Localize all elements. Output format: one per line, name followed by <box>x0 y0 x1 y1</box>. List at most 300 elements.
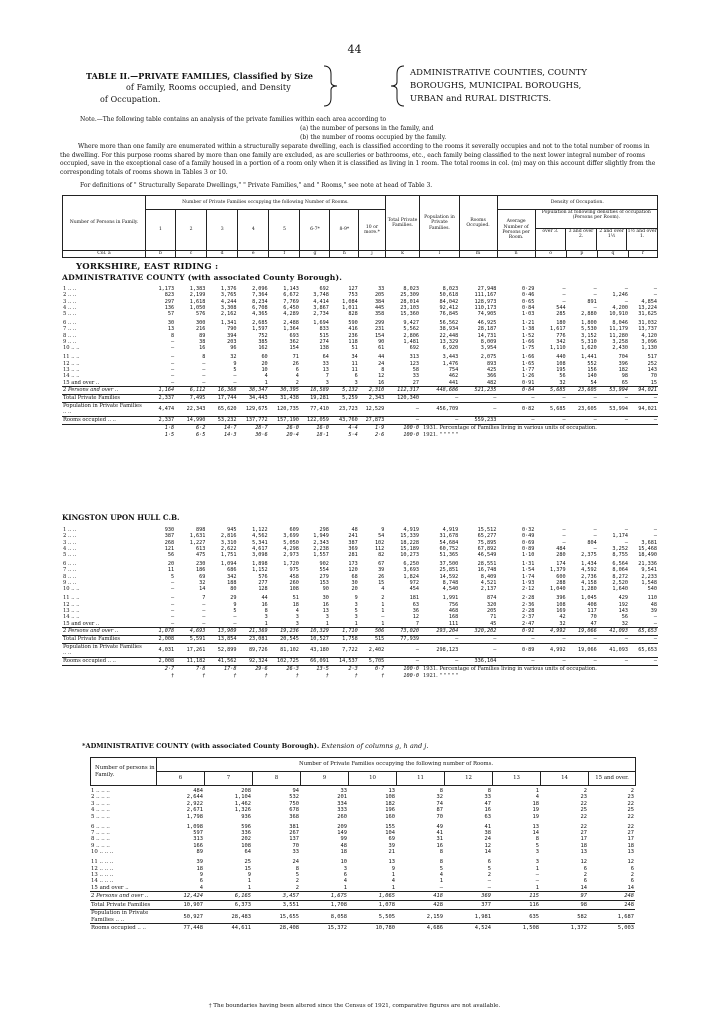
table-cell: 4,919 <box>403 527 419 533</box>
table-cell: 30 <box>322 595 329 602</box>
table-cell: 342 <box>227 573 237 580</box>
table-cell: 108 <box>556 360 566 367</box>
table-cell: — <box>562 539 566 546</box>
table-cell: 108 <box>241 842 251 849</box>
area-title-line-3: URBAN and RURAL DISTRICTS. <box>410 94 552 104</box>
summary-cell: 456,709 <box>420 402 459 416</box>
percentage-cell: 30·6 <box>255 431 268 438</box>
header-dens-3: 2 and over 1½ <box>597 229 628 250</box>
table-cell: 2 <box>295 878 299 885</box>
col-letter: k <box>385 251 420 258</box>
summary-cell: 89,726 <box>238 643 269 657</box>
table-cell: 4 <box>439 872 443 879</box>
summary-cell: 65,653 <box>629 627 658 635</box>
summary-cell: 10,780 <box>348 924 396 933</box>
table-cell: 4,617 <box>252 545 268 552</box>
table-cell: 33 <box>412 373 419 380</box>
summary-cell: 50,927 <box>156 910 204 924</box>
table-cell: 754 <box>448 366 459 373</box>
blank-cell <box>62 665 145 672</box>
table-cell: 127 <box>348 286 358 292</box>
table-cell: 11,179 <box>609 326 628 333</box>
table-cell: — <box>593 286 597 292</box>
table-cell: 5 <box>535 842 539 849</box>
table-cell: 216 <box>195 326 206 333</box>
table-cell: 99 <box>340 836 347 843</box>
table-cell: 5 <box>439 865 443 872</box>
summary-cell: 120,340 <box>385 394 420 402</box>
summary-cell: — <box>598 657 629 665</box>
percentage-cell: † <box>233 672 237 679</box>
table-cell: 6,708 <box>252 304 268 311</box>
percentage-cell: 2·6 <box>374 431 385 438</box>
table-cell: 1,481 <box>403 339 419 346</box>
percentage-cell: 2·7 <box>145 665 175 672</box>
table-cell: 2,488 <box>283 320 299 327</box>
table-cell: 1,617 <box>549 326 566 333</box>
table-cell: 6 <box>295 366 299 373</box>
table-cell: 4,200 <box>612 304 628 311</box>
summary-label: Rooms occupied .. .. <box>62 657 145 665</box>
table-cell: 11 <box>351 360 358 367</box>
table-cell: 2·36 <box>521 601 535 608</box>
table-cell: 4,540 <box>442 586 459 593</box>
table-cell: 975 <box>289 567 299 574</box>
table-cell: — <box>653 292 657 299</box>
summary-cell: 0·84 <box>497 386 535 394</box>
table-cell: 4,592 <box>581 567 597 574</box>
table-cell: 111,167 <box>474 292 497 299</box>
table-cell: 54,684 <box>439 539 459 546</box>
ext-header-group: Number of Private Families occupying the following number of Rooms. <box>157 758 636 772</box>
table-cell: 596 <box>241 823 251 830</box>
table-cell: 1,434 <box>581 561 597 568</box>
table-cell: 128 <box>258 586 268 593</box>
table-cell: 692 <box>409 345 419 352</box>
table-cell: 71 <box>490 614 497 621</box>
summary-label: Rooms occupied .. .. <box>62 416 145 424</box>
note-b: (b) the number of rooms occupied by the family. <box>300 134 447 141</box>
row-label: 11 .. .. <box>63 354 80 361</box>
table-cell: 3,310 <box>220 539 237 546</box>
summary-cell: 1,065 <box>348 892 396 901</box>
table-cell: 458 <box>289 573 299 580</box>
table-cell: 416 <box>348 326 358 333</box>
summary-cell: 16,368 <box>206 386 237 394</box>
table-cell: 15,189 <box>400 545 419 552</box>
summary-cell: 30,395 <box>269 386 300 394</box>
table-cell: 753 <box>348 292 358 299</box>
summary-cell: 17,744 <box>206 394 237 402</box>
table-cell: 7 <box>202 595 206 602</box>
table-cell: 174 <box>556 561 566 568</box>
table-cell: 3 <box>535 849 539 856</box>
table-cell: 180 <box>556 320 566 327</box>
table-cell: 49 <box>436 823 443 830</box>
summary-cell: 7,722 <box>330 643 359 657</box>
table-cell: 15 <box>650 379 657 386</box>
percentage-cell: 100·0 <box>403 431 419 438</box>
table-cell: 1·10 <box>521 552 535 559</box>
ext-header-room: 8 <box>253 772 301 786</box>
table-cell: 1,824 <box>403 573 419 580</box>
summary-cell: 23,605 <box>567 386 598 394</box>
summary-cell: 13,909 <box>206 627 237 635</box>
table-cell: 112 <box>374 545 385 552</box>
table-cell: — <box>593 304 597 311</box>
table-cell: 1 <box>535 865 539 872</box>
header-total: Total Private Families. <box>385 196 420 251</box>
table-cell: 2·47 <box>521 620 535 627</box>
table-cell: — <box>624 286 628 292</box>
table-cell: 576 <box>195 311 206 318</box>
table-cell: 2,685 <box>252 320 268 327</box>
table-cell: 1,597 <box>252 326 268 333</box>
table-cell: 3 <box>264 614 268 621</box>
summary-cell: 97 <box>540 892 588 901</box>
table-cell: 39 <box>378 567 385 574</box>
table-cell: 33 <box>340 788 347 794</box>
summary-cell: 1,078 <box>348 901 396 910</box>
table-cell: 1,050 <box>189 304 206 311</box>
summary-cell: 41,562 <box>206 657 237 665</box>
table-cell: 15,512 <box>477 527 497 533</box>
table-cell: 67 <box>378 561 385 568</box>
table-cell: 1·77 <box>521 366 535 373</box>
table-cell: 1,341 <box>220 320 237 327</box>
percentage-cell: 4·4 <box>330 424 359 431</box>
summary-label: 2 Persons and over .. <box>90 892 156 901</box>
table-cell: 4,244 <box>220 298 237 305</box>
table-cell: 8,009 <box>480 339 497 346</box>
table-cell: 1 <box>439 878 443 885</box>
table-cell: 1,383 <box>189 286 206 292</box>
blank-cell <box>62 424 145 431</box>
table-cell: — <box>653 527 657 533</box>
table-cell: 154 <box>374 332 385 339</box>
header-density-title: Density of Occupation. <box>550 199 604 205</box>
summary-cell: 506 <box>359 627 386 635</box>
percentage-cell: † <box>264 672 268 679</box>
table-cell: 475 <box>195 552 206 559</box>
row-label: 9 .. .. <box>63 580 77 587</box>
table-cell: 22,448 <box>439 332 459 339</box>
table-cell: 54 <box>590 379 597 386</box>
row-label: 15 and over .. <box>63 379 100 386</box>
row-label: 3 .. .. .. <box>91 800 110 807</box>
table-cell: 60,752 <box>439 545 459 552</box>
table-cell: 9 <box>233 360 237 367</box>
table-cell: 891 <box>587 298 597 305</box>
table-cell: 32 <box>436 794 443 801</box>
table-cell: — <box>562 292 566 299</box>
table-cell: 168 <box>448 614 459 621</box>
row-label: 2 .. .. <box>63 292 77 299</box>
col-letter: j <box>359 251 386 258</box>
table-cell: 28,187 <box>477 326 497 333</box>
table-cell: 56 <box>167 552 175 559</box>
table-cell: 1,376 <box>220 286 237 292</box>
summary-cell: 53,994 <box>598 402 629 416</box>
col-letter: q <box>597 251 628 258</box>
table-cell: 195 <box>556 366 566 373</box>
table-cell: — <box>593 292 597 299</box>
table-cell: 1,640 <box>612 586 628 593</box>
table-cell: 70 <box>436 813 443 820</box>
summary-cell: 23,081 <box>238 635 269 643</box>
summary-cell: 3,551 <box>252 901 300 910</box>
table-cell: 3 <box>295 614 299 621</box>
table-cell: 4 <box>391 878 395 885</box>
table-cell: 333 <box>337 807 347 814</box>
table-cell: 9 <box>354 595 358 602</box>
table-cell: 17 <box>580 836 587 843</box>
table-cell: 20 <box>167 561 175 568</box>
percentage-cell: 1·9 <box>359 424 386 431</box>
row-label: 5 .. .. <box>63 311 77 318</box>
summary-cell: 559,233 <box>459 416 497 424</box>
table-cell: 51,365 <box>439 552 459 559</box>
table-cell: 48 <box>650 601 657 608</box>
summary-cell: 13,854 <box>206 635 237 643</box>
table-cell: 4,414 <box>313 298 329 305</box>
summary-cell: 10,907 <box>156 901 204 910</box>
table-cell: 14 <box>484 849 491 856</box>
table-row <box>62 352 658 361</box>
table-cell: 20 <box>261 360 268 367</box>
table-cell: 5,562 <box>403 326 419 333</box>
col-letter: g <box>300 251 330 258</box>
table-cell: — <box>202 379 206 386</box>
table-cell: 5,310 <box>581 339 597 346</box>
table-cell: 156 <box>587 366 597 373</box>
table-cell: 153 <box>319 580 329 587</box>
row-label: 4 .. .. .. <box>91 807 110 814</box>
table-cell: 46,925 <box>477 320 497 327</box>
table-cell: 6,672 <box>283 292 299 299</box>
summary-cell: 418 <box>396 892 444 901</box>
table-cell: 1·74 <box>521 573 535 580</box>
table-cell: — <box>171 607 175 614</box>
table-cell: 902 <box>319 561 329 568</box>
row-label: 1 .. .. .. <box>91 788 110 794</box>
table-cell: 613 <box>195 545 206 552</box>
table-cell: 2,375 <box>581 552 597 559</box>
percentage-cell: 100·0 <box>385 424 420 431</box>
area-title <box>410 67 670 106</box>
table-cell: 1,104 <box>234 794 251 801</box>
row-label: 2 .. .. .. <box>91 794 110 801</box>
table-cell: 27 <box>627 830 634 837</box>
summary-cell: 1,981 <box>444 910 492 924</box>
table-cell: 425 <box>486 366 497 373</box>
table-cell: 2 <box>487 872 491 879</box>
table-cell: 36 <box>412 607 419 614</box>
summary-cell: — <box>420 635 459 643</box>
table-cell: 61 <box>378 345 385 352</box>
table-cell: 3,765 <box>220 292 237 299</box>
percentage-cell: 13·5 <box>300 665 330 672</box>
table-cell: 384 <box>374 298 385 305</box>
table-cell: 2,137 <box>480 586 497 593</box>
header-room-1: 1 <box>146 210 176 251</box>
table-cell: 1,898 <box>252 561 268 568</box>
table-cell: 600 <box>556 573 566 580</box>
table-cell: — <box>171 620 175 627</box>
summary-cell: 4,693 <box>175 627 206 635</box>
table-cell: 22 <box>627 813 634 820</box>
extension-header <box>90 757 636 786</box>
table-cell: 37,500 <box>439 561 459 568</box>
table-cell: 1·93 <box>521 580 535 587</box>
table-cell: 0·69 <box>521 539 535 546</box>
percentage-cell: 14·3 <box>224 431 237 438</box>
summary-cell: 1,372 <box>540 924 588 933</box>
table-cell: 58 <box>412 366 419 373</box>
table-cell: 320 <box>486 601 497 608</box>
table-cell: 756 <box>448 601 459 608</box>
ext-header-room: 10 <box>349 772 397 786</box>
percentage-row <box>62 424 658 431</box>
table-cell: 9 <box>199 872 203 879</box>
row-label: 2 .. .. <box>63 533 77 540</box>
row-label: 4 .. .. <box>63 304 77 311</box>
table-cell: 3,152 <box>581 332 597 339</box>
table-cell: 358 <box>374 311 385 318</box>
table-cell: 3 <box>535 859 539 866</box>
summary-cell: 7,495 <box>175 394 206 402</box>
table-cell: 2,922 <box>186 800 203 807</box>
table-cell: 554 <box>319 567 329 574</box>
table-cell: — <box>202 620 206 627</box>
summary-cell: 77,410 <box>300 402 330 416</box>
table-cell: 32 <box>559 620 566 627</box>
table-cell: 3,693 <box>403 567 419 574</box>
table-cell: 4 <box>381 586 385 593</box>
table-cell: — <box>171 354 175 361</box>
summary-row <box>62 394 658 402</box>
table-cell: 162 <box>258 345 268 352</box>
table-cell: 24 <box>378 360 385 367</box>
summary-cell: 582 <box>540 910 588 924</box>
table-cell: 89 <box>196 849 203 856</box>
table-cell: 38 <box>484 830 491 837</box>
summary-cell: 122,059 <box>300 416 330 424</box>
table-cell: — <box>233 614 237 621</box>
table-cell: 15 <box>378 580 385 587</box>
table-cell: 517 <box>647 354 657 361</box>
table-cell: 63 <box>484 813 491 820</box>
percentage-cell: 20·4 <box>286 431 299 438</box>
table-cell: 6,564 <box>612 561 628 568</box>
table-cell: 8 <box>295 865 299 872</box>
percentage-cell: † <box>202 672 206 679</box>
table-cell: 1,084 <box>342 298 358 305</box>
table-cell: 29 <box>230 595 237 602</box>
row-label: 7 .. .. .. <box>91 830 110 837</box>
table-cell: 1,618 <box>189 298 206 305</box>
table-cell: 96 <box>230 345 237 352</box>
table-cell: 149 <box>337 830 347 837</box>
table-cell: 10,273 <box>400 552 419 559</box>
row-label: 3 .. .. <box>63 298 77 305</box>
table-cell: 0·65 <box>521 298 535 305</box>
summary-cell: 298,123 <box>420 643 459 657</box>
table-cell: 65 <box>621 379 628 386</box>
summary-cell: 5,591 <box>175 635 206 643</box>
row-label: 1 .. .. <box>63 527 77 533</box>
summary-cell: — <box>567 416 598 424</box>
table-row <box>62 380 658 387</box>
table-cell: 1,174 <box>612 533 628 540</box>
table-cell: 260 <box>337 813 347 820</box>
table-cell: — <box>233 620 237 627</box>
summary-cell: 0·91 <box>497 627 535 635</box>
row-label: 13 .. .. <box>63 366 80 373</box>
summary-cell: 14,537 <box>330 657 359 665</box>
table-cell: 70 <box>650 373 657 380</box>
table-cell: 9,427 <box>403 320 419 327</box>
ext-header-room: 14 <box>541 772 589 786</box>
table-cell: 2,162 <box>220 311 237 318</box>
table-cell: 1·54 <box>521 567 535 574</box>
table-cell: 3,096 <box>641 339 657 346</box>
summary-cell: 6,112 <box>175 386 206 394</box>
table-cell: 2,238 <box>313 545 329 552</box>
summary-cell: 515 <box>359 635 386 643</box>
ext-header-room: 12 <box>445 772 493 786</box>
percentage-row <box>62 672 658 679</box>
row-label: 9 .. .. <box>63 339 77 346</box>
area-title-line-1: ADMINISTRATIVE COUNTIES, COUNTY <box>410 68 588 78</box>
table-cell: 0·49 <box>521 533 535 540</box>
table-cell: 1 <box>381 607 385 614</box>
summary-cell: 22,343 <box>175 402 206 416</box>
col-letter: Col. a <box>63 251 146 258</box>
table-cell: 123 <box>409 360 419 367</box>
table-cell: 532 <box>289 794 299 801</box>
summary-cell: — <box>598 635 629 643</box>
table-cell: 15,360 <box>400 311 419 318</box>
row-label: 10 .. .. .. <box>91 849 114 856</box>
table-cell: 2,973 <box>283 552 299 559</box>
table-cell: — <box>562 298 566 305</box>
summary-cell: — <box>535 635 566 643</box>
table-cell: 143 <box>647 366 657 373</box>
table-cell: 6 <box>343 872 347 879</box>
table-cell: 11 <box>351 366 358 373</box>
table-cell: 898 <box>195 527 206 533</box>
summary-cell: 11,182 <box>175 657 206 665</box>
table-cell: 3 <box>343 865 347 872</box>
table-title-line-3: of Occupation. <box>100 95 161 104</box>
table-cell: 186 <box>195 567 206 574</box>
table-cell: 21 <box>388 849 395 856</box>
table-cell: 440 <box>556 354 566 361</box>
table-cell: 70 <box>292 842 299 849</box>
table-cell: 6 <box>630 878 634 885</box>
row-label: 5 .. .. <box>63 552 77 559</box>
summary-cell: 1,164 <box>145 386 175 394</box>
table-cell: 4 <box>264 373 268 380</box>
table-cell: 108 <box>556 601 566 608</box>
summary-cell: 1,708 <box>300 901 348 910</box>
summary-cell: 53,994 <box>598 386 629 394</box>
summary-cell: 1,710 <box>330 627 359 635</box>
table-cell: 5,341 <box>252 539 268 546</box>
table-cell: 1 <box>391 884 395 891</box>
summary-cell: — <box>385 416 420 424</box>
